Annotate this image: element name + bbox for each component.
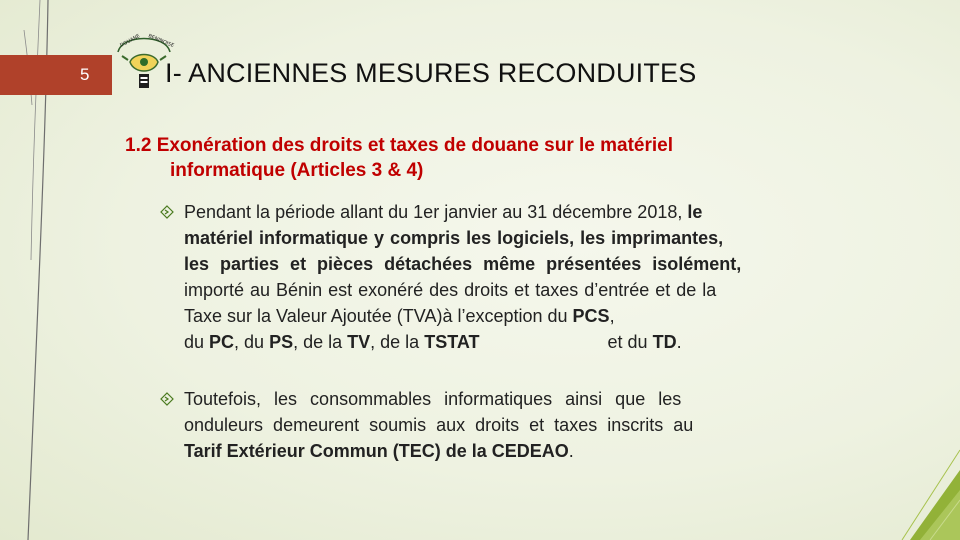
logo-text-left: DOUANE (119, 33, 142, 49)
text-span-bold: TSTAT (424, 332, 480, 352)
text-span-bold: le (687, 202, 703, 222)
text-span: , de la (293, 332, 348, 352)
slide-title: I- ANCIENNES MESURES RECONDUITES (165, 58, 697, 88)
logo-text-right: BENINOISE (147, 33, 175, 50)
bullet-line (184, 329, 844, 355)
text-span-bold: Tarif Extérieur Commun (TEC) de la CEDEAO (184, 441, 569, 461)
diamond-bullet-icon (160, 392, 174, 406)
bullet-line: Toutefois, les consommables informatiques ainsi que les (184, 389, 682, 409)
text-span-bold: TD (652, 332, 677, 352)
bullet-line: matériel informatique y compris les logiciels, les imprimantes, (184, 228, 724, 248)
bullet-line (184, 303, 844, 329)
subtitle-line-1: 1.2 Exonération des droits et taxes de douane sur le matériel (125, 135, 674, 156)
bullet-line: importé au Bénin est exonéré des droits et taxes d’entrée et de la (184, 280, 717, 300)
subtitle-line-2: informatique (Articles 3 & 4) (170, 160, 424, 181)
text-span: Taxe sur la Valeur Ajoutée (TVA) (184, 306, 443, 326)
diamond-bullet-icon (160, 205, 174, 219)
text-span-bold: TV (347, 332, 371, 352)
text-span: . (568, 441, 574, 461)
text-span-bold: PCS (572, 306, 610, 326)
text-span-bold: PS (269, 332, 294, 352)
text-span: , (609, 306, 615, 326)
text-span: à l’exception du (442, 306, 573, 326)
text-span: et du (607, 332, 653, 352)
bullet-consumables-text (184, 386, 844, 464)
text-span: Pendant la période allant du 1er janvier au 31 décembre 2018, (184, 202, 688, 222)
text-span-bold: PC (209, 332, 235, 352)
text-span: . (676, 332, 682, 352)
text-span: du (184, 332, 210, 352)
text-span: , de la (370, 332, 425, 352)
section-subtitle (125, 133, 865, 183)
bullet-exemption (160, 199, 844, 355)
bullet-line: onduleurs demeurent soumis aux droits et taxes inscrits au (184, 415, 694, 435)
bullet-line (184, 438, 844, 464)
text-span: , du (234, 332, 270, 352)
bullet-consumables (160, 386, 844, 464)
bullet-line: les parties et pièces détachées même présentées isolément, (184, 254, 742, 274)
bullet-exemption-text (184, 199, 844, 355)
bullet-line (184, 199, 844, 225)
slide-number: 5 (80, 65, 90, 84)
